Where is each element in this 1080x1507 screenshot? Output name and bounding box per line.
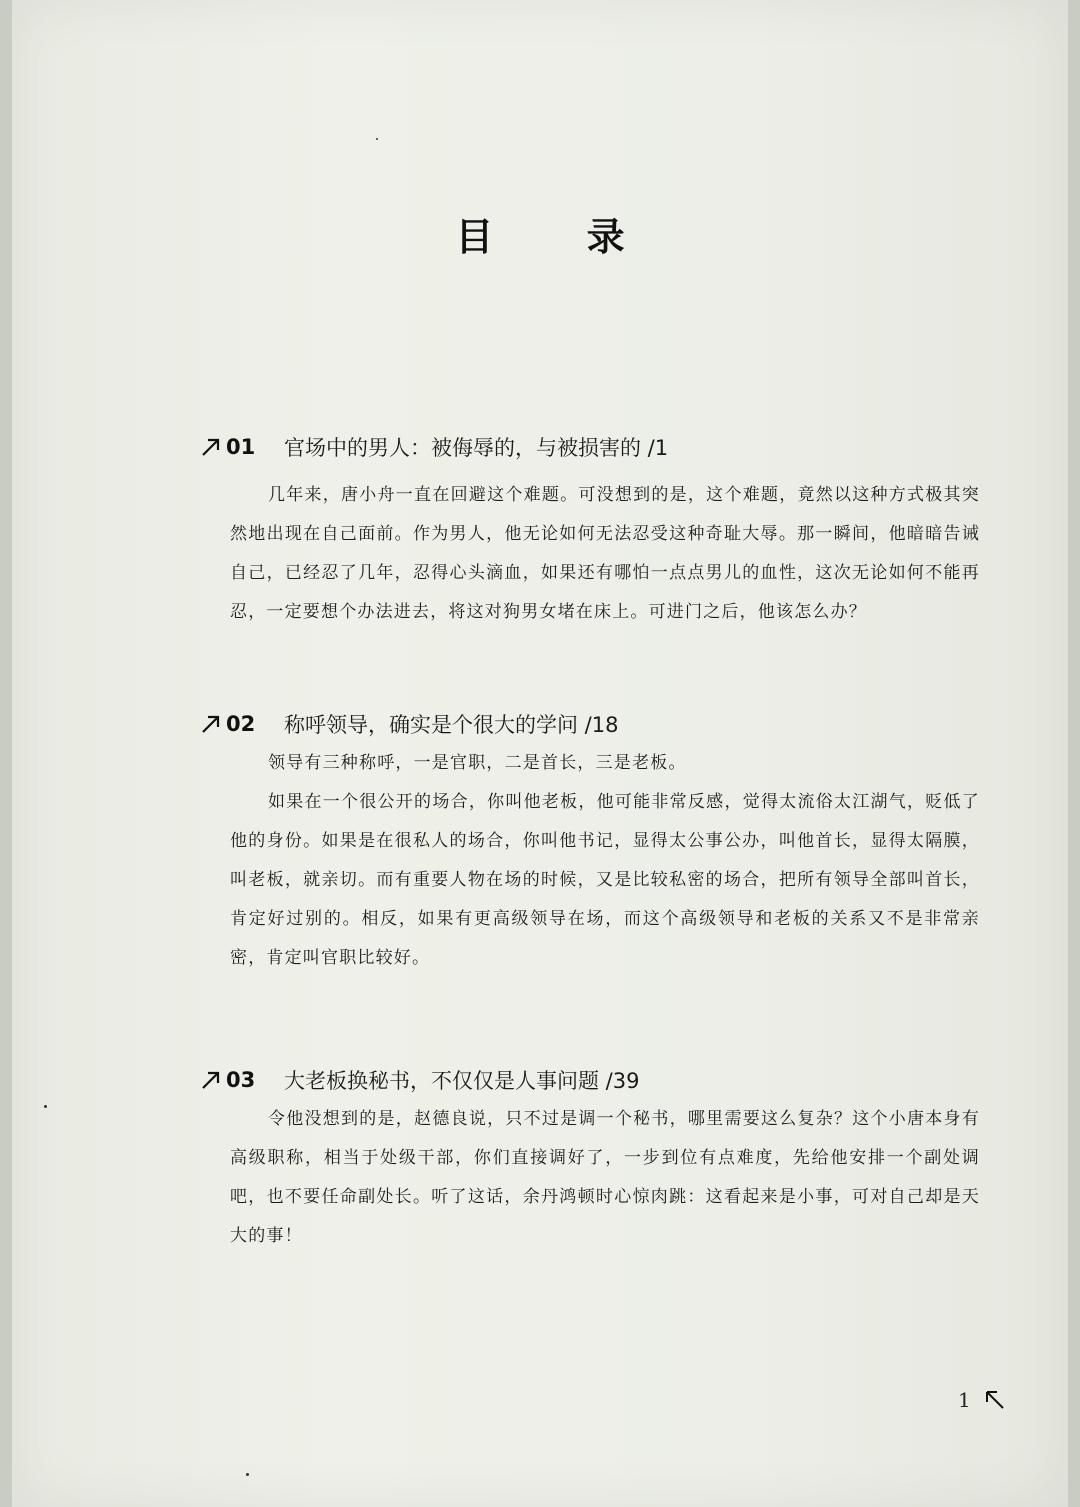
summary-paragraph: 几年来，唐小舟一直在回避这个难题。可没想到的是，这个难题，竟然以这种方式极其突然地出现在自己面前。作为男人，他无论如何无法忍受这种奇耻大辱。那一瞬间，他暗暗告诫自己，已经忍了几年，忍得心头滴血，如果还有哪怕一点点男儿的血性，这次无论如何不能再忍，一定要想个办法进去，将这对狗男女堵在床上。可进门之后，他该怎么办？ <box>230 485 980 622</box>
chapter-number: 03 <box>226 1068 256 1092</box>
chapter-number: 02 <box>226 712 256 736</box>
toc-entry-03 <box>200 1063 980 1256</box>
chapter-title: 大老板换秘书，不仅仅是人事问题 /39 <box>284 1069 640 1093</box>
chapter-summary <box>200 476 980 632</box>
diagonal-arrow-icon <box>200 436 222 458</box>
toc-entry-header <box>200 430 980 464</box>
page-number: 1 <box>958 1388 971 1412</box>
summary-paragraph: 领导有三种称呼，一是官职，二是首长，三是老板。 <box>268 753 687 773</box>
toc-entry-02 <box>200 707 980 978</box>
summary-paragraph: 令他没想到的是，赵德良说，只不过是调一个秘书，哪里需要这么复杂？这个小唐本身有高级职称，相当于处级干部，你们直接调好了，一步到位有点难度，先给他安排一个副处调吧，也不要任命副处长。听了这话，余丹鸿顿时心惊肉跳：这看起来是小事，可对自己却是天大的事！ <box>230 1109 980 1246</box>
toc-entry-01 <box>200 430 980 632</box>
diagonal-arrow-icon <box>200 713 222 735</box>
paper-speck <box>44 1105 47 1108</box>
chapter-summary <box>200 1100 980 1256</box>
chapter-number: 01 <box>226 435 256 459</box>
chapter-title: 官场中的男人：被侮辱的，与被损害的 /1 <box>284 436 669 460</box>
page-number-area <box>958 1388 1007 1412</box>
paper-speck <box>376 138 378 140</box>
summary-paragraph: 如果在一个很公开的场合，你叫他老板，他可能非常反感，觉得太流俗太江湖气，贬低了他的身份。如果是在很私人的场合，你叫他书记，显得太公事公办，叫他首长，显得太隔膜，叫老板，就亲切。而有重要人物在场的时候，又是比较私密的场合，把所有领导全部叫首长，肯定好过别的。相反，如果有更高级领导在场，而这个高级领导和老板的关系又不是非常亲密，肯定叫官职比较好。 <box>230 792 980 968</box>
corner-arrow-icon <box>983 1388 1007 1412</box>
paper-speck <box>246 1473 249 1476</box>
page-title: 目 录 <box>455 215 665 259</box>
diagonal-arrow-icon <box>200 1069 222 1091</box>
toc-entry-header <box>200 1063 980 1097</box>
chapter-title: 称呼领导，确实是个很大的学问 /18 <box>284 713 619 737</box>
chapter-summary <box>200 744 980 978</box>
toc-entry-header <box>200 707 980 741</box>
